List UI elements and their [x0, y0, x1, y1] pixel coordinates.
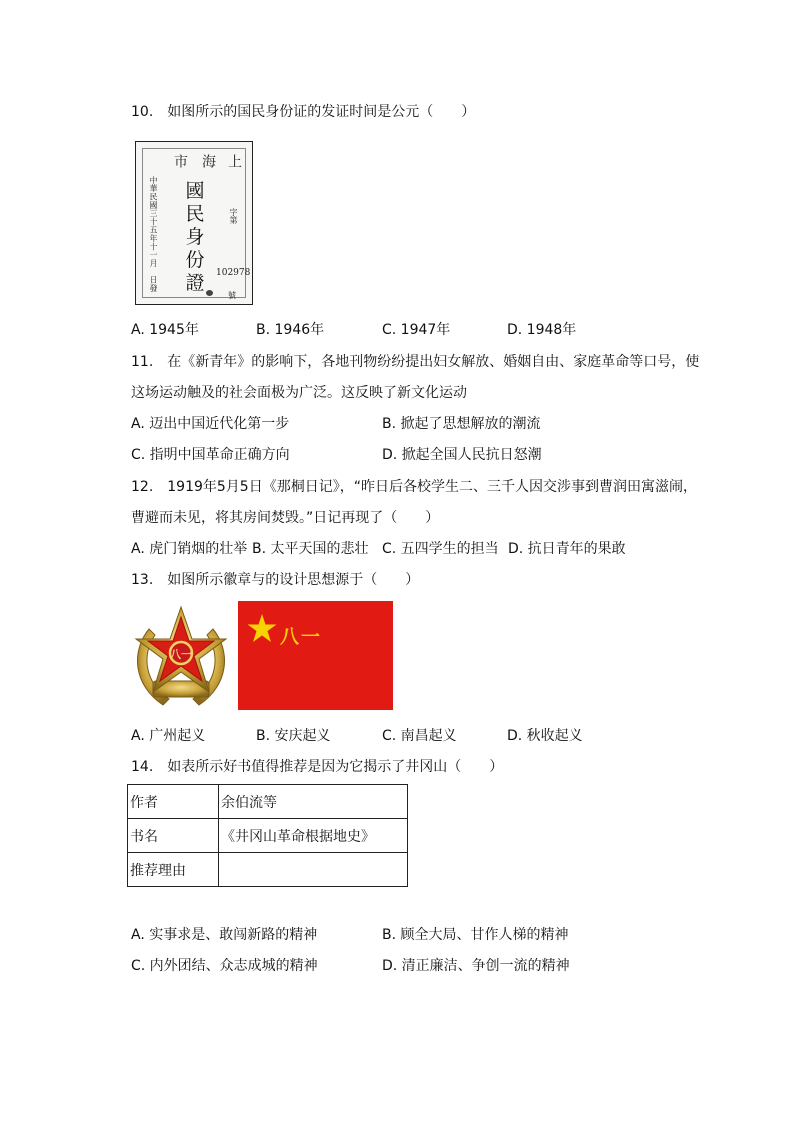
- id-card-title-char: 份: [185, 249, 205, 271]
- table-cell-value: [219, 853, 408, 887]
- q12-option-d[interactable]: D. 抗日青年的果敢: [508, 541, 626, 557]
- id-card-hao: 號: [228, 291, 236, 300]
- table-cell-value: 余伯流等: [219, 785, 408, 819]
- table-cell-label: 书名: [128, 819, 219, 853]
- q10-option-d[interactable]: D. 1948年: [507, 322, 577, 338]
- id-card-title-char: 身: [185, 226, 205, 248]
- q11-stem-line2: 这场运动触及的社会面极为广泛。这反映了新文化运动: [131, 385, 467, 401]
- q14-option-c[interactable]: C. 内外团结、众志成城的精神: [131, 958, 318, 974]
- table-row: [128, 853, 408, 887]
- q10-option-b[interactable]: B. 1946年: [256, 322, 325, 338]
- table-cell-label: 推荐理由: [128, 853, 219, 887]
- flag-star-icon: [247, 614, 277, 643]
- q14-option-a[interactable]: A. 实事求是、敢闯新路的精神: [131, 927, 318, 943]
- id-card-title-char: 國: [185, 180, 205, 202]
- army-emblem-image: [129, 601, 233, 714]
- q12-option-a[interactable]: A. 虎门销烟的壮举: [131, 541, 248, 557]
- q12-option-b[interactable]: B. 太平天国的悲壮: [252, 541, 369, 557]
- id-card-issue-date: 中華民國三十五年十一月 日發: [149, 176, 158, 293]
- id-card-char-shi: 市: [172, 154, 188, 168]
- table-row: [128, 785, 408, 819]
- q13-option-d[interactable]: D. 秋收起义: [507, 728, 583, 744]
- q13-option-a[interactable]: A. 广州起义: [131, 728, 206, 744]
- q10-option-c[interactable]: C. 1947年: [382, 322, 451, 338]
- q10-stem: 10. 如图所示的国民身份证的发证时间是公元（ ）: [131, 104, 476, 120]
- id-card-title-char: 民: [185, 203, 205, 225]
- table-cell-label: 作者: [128, 785, 219, 819]
- q12-stem-line1: 12. 1919年5月5日《那桐日记》，“昨日后各校学生二、三千人因交涉事到曹润田寓滋闹，: [131, 479, 697, 495]
- q11-option-c[interactable]: C. 指明中国革命正确方向: [131, 447, 290, 463]
- table-cell-value: 《井冈山革命根据地史》: [219, 819, 408, 853]
- q13-stem: 13. 如图所示徽章与的设计思想源于（ ）: [131, 572, 420, 588]
- bayi-flag-image: [238, 601, 393, 710]
- id-card-char-shang: 上: [226, 154, 242, 168]
- q13-option-c[interactable]: C. 南昌起义: [382, 728, 457, 744]
- q10-option-a[interactable]: A. 1945年: [131, 322, 199, 338]
- q11-option-a[interactable]: A. 迈出中国近代化第一步: [131, 416, 290, 432]
- id-card-image: [135, 141, 253, 305]
- q12-stem-line2: 曹避而未见，将其房间焚毁。”日记再现了（ ）: [131, 510, 440, 526]
- id-card-number: 102978: [216, 268, 251, 278]
- q12-option-c[interactable]: C. 五四学生的担当: [382, 541, 499, 557]
- id-card-zidi: 字第: [229, 208, 238, 224]
- q11-stem-line1: 11. 在《新青年》的影响下，各地刊物纷纷提出妇女解放、婚姻自由、家庭革命等口号，使: [131, 354, 700, 370]
- id-card-title: [184, 180, 206, 295]
- book-info-table: [127, 784, 408, 887]
- table-row: [128, 819, 408, 853]
- id-card-title-char: 證: [185, 272, 205, 294]
- seal-mark: [206, 290, 213, 296]
- emblem-bayi-text: 八一: [170, 648, 192, 661]
- q11-option-d[interactable]: D. 掀起全国人民抗日怒潮: [382, 447, 542, 463]
- q14-stem: 14. 如表所示好书值得推荐是因为它揭示了井冈山（ ）: [131, 759, 504, 775]
- flag-bayi-text: 八一: [280, 626, 323, 648]
- id-card-char-hai: 海: [200, 154, 216, 168]
- q13-option-b[interactable]: B. 安庆起义: [256, 728, 331, 744]
- q14-option-d[interactable]: D. 清正廉洁、争创一流的精神: [382, 958, 570, 974]
- q14-option-b[interactable]: B. 顾全大局、甘作人梯的精神: [382, 927, 569, 943]
- q11-option-b[interactable]: B. 掀起了思想解放的潮流: [382, 416, 541, 432]
